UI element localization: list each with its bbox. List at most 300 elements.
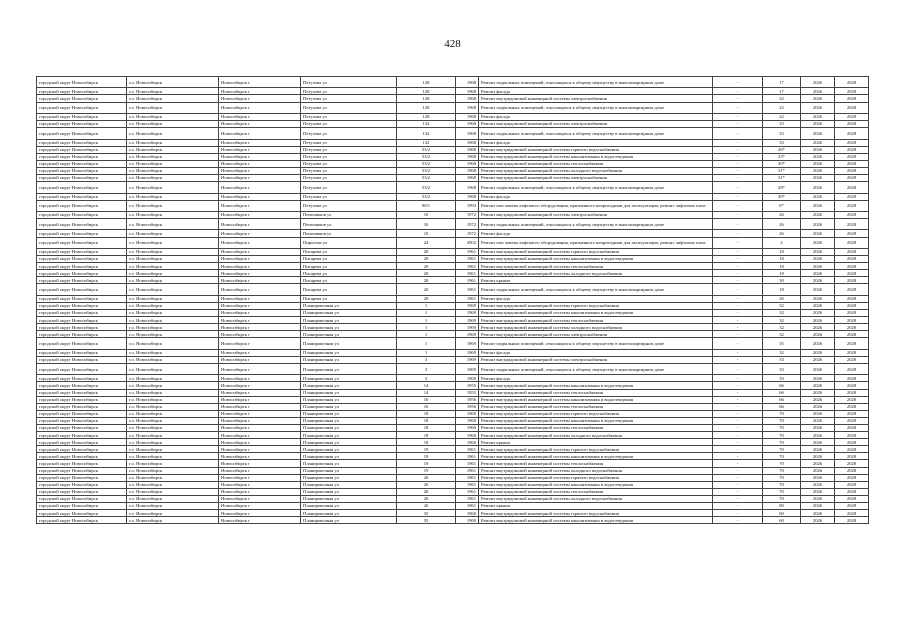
city-district-cell: г.о. Новосибирск xyxy=(127,295,219,302)
city-district-cell: г.о. Новосибирск xyxy=(127,95,219,102)
end-year-cell: 2028 xyxy=(835,219,869,230)
municipal-district-cell: городской округ Новосибирск xyxy=(37,495,127,502)
value-cell: 70 xyxy=(763,488,801,495)
value-cell: 32 xyxy=(763,310,801,317)
table-row xyxy=(37,460,869,467)
end-year-cell: 2028 xyxy=(835,270,869,277)
start-year-cell: 2026 xyxy=(801,211,835,218)
value-cell: 26 xyxy=(763,295,801,302)
city-district-cell: г.о. Новосибирск xyxy=(127,263,219,270)
work-type-cell: Ремонт внутридомовой инженерной системы электроснабжения xyxy=(479,95,713,102)
settlement-cell: Новосибирск г xyxy=(219,160,301,167)
settlement-cell: Новосибирск г xyxy=(219,182,301,193)
build-year-cell: 1968 xyxy=(456,182,479,193)
table-row xyxy=(37,193,869,200)
table-row xyxy=(37,317,869,324)
work-type-cell: Ремонт внутридомовой инженерной системы горячего водоснабжения xyxy=(479,146,713,153)
value-cell: 30* xyxy=(763,160,801,167)
end-year-cell: 2028 xyxy=(835,95,869,102)
city-district-cell: г.о. Новосибирск xyxy=(127,277,219,284)
table-body xyxy=(37,77,869,524)
start-year-cell: 2026 xyxy=(801,270,835,277)
end-year-cell: 2028 xyxy=(835,331,869,338)
build-year-cell: 1961 xyxy=(456,481,479,488)
dash-cell: - xyxy=(713,153,763,160)
table-row xyxy=(37,95,869,102)
city-district-cell: г.о. Новосибирск xyxy=(127,200,219,211)
settlement-cell: Новосибирск г xyxy=(219,121,301,128)
dash-cell: - xyxy=(713,160,763,167)
work-type-cell: Ремонт фасада xyxy=(479,139,713,146)
dash-cell: - xyxy=(713,146,763,153)
municipal-district-cell: городской округ Новосибирск xyxy=(37,193,127,200)
work-type-cell: Ремонт внутридомовой инженерной системы холодного водоснабжения xyxy=(479,324,713,331)
end-year-cell: 2028 xyxy=(835,349,869,356)
dash-cell: - xyxy=(713,270,763,277)
house-number-cell: 18 xyxy=(397,439,456,446)
municipal-district-cell: городской округ Новосибирск xyxy=(37,182,127,193)
city-district-cell: г.о. Новосибирск xyxy=(127,317,219,324)
dash-cell: - xyxy=(713,139,763,146)
work-type-cell: Ремонт внутридомовой инженерной системы холодного водоснабжения xyxy=(479,495,713,502)
build-year-cell: 1972 xyxy=(456,211,479,218)
value-cell: 32 xyxy=(763,324,801,331)
settlement-cell: Новосибирск г xyxy=(219,153,301,160)
municipal-district-cell: городской округ Новосибирск xyxy=(37,481,127,488)
municipal-district-cell: городской округ Новосибирск xyxy=(37,349,127,356)
settlement-cell: Новосибирск г xyxy=(219,331,301,338)
house-number-cell: 53/2 xyxy=(397,167,456,174)
work-type-cell: Ремонт фасада xyxy=(479,295,713,302)
work-type-cell: Ремонт внутридомовой инженерной системы теплоснабжения xyxy=(479,389,713,396)
end-year-cell: 2028 xyxy=(835,200,869,211)
value-cell: 31* xyxy=(763,175,801,182)
house-number-cell: 26 xyxy=(397,488,456,495)
table-row xyxy=(37,363,869,374)
dash-cell: - xyxy=(713,284,763,295)
city-district-cell: г.о. Новосибирск xyxy=(127,453,219,460)
value-cell: 26 xyxy=(763,211,801,218)
house-number-cell: 19 xyxy=(397,446,456,453)
house-number-cell: 19 xyxy=(397,467,456,474)
build-year-cell: 1961 xyxy=(456,248,479,255)
house-number-cell: 53/2 xyxy=(397,182,456,193)
city-district-cell: г.о. Новосибирск xyxy=(127,503,219,510)
build-year-cell: 1969 xyxy=(456,363,479,374)
value-cell: 26 xyxy=(763,230,801,237)
start-year-cell: 2026 xyxy=(801,182,835,193)
city-district-cell: г.о. Новосибирск xyxy=(127,256,219,263)
table-row xyxy=(37,417,869,424)
house-number-cell: 14 xyxy=(397,389,456,396)
work-type-cell: Ремонт крыши xyxy=(479,277,713,284)
dash-cell: - xyxy=(713,193,763,200)
build-year-cell: 1960 xyxy=(456,432,479,439)
municipal-district-cell: городской округ Новосибирск xyxy=(37,488,127,495)
settlement-cell: Новосибирск г xyxy=(219,95,301,102)
table-row xyxy=(37,160,869,167)
build-year-cell: 1961 xyxy=(456,488,479,495)
table-row xyxy=(37,510,869,517)
table-row xyxy=(37,121,869,128)
settlement-cell: Новосибирск г xyxy=(219,139,301,146)
house-number-cell: 128 xyxy=(397,102,456,113)
value-cell: 22 xyxy=(763,102,801,113)
settlement-cell: Новосибирск г xyxy=(219,460,301,467)
work-type-cell: Ремонт или замена лифтового оборудования, признанного непригодным для эксплуатации, ремонт лифтовых шахт xyxy=(479,237,713,248)
end-year-cell: 2028 xyxy=(835,488,869,495)
dash-cell: - xyxy=(713,77,763,88)
city-district-cell: г.о. Новосибирск xyxy=(127,139,219,146)
municipal-district-cell: городской округ Новосибирск xyxy=(37,324,127,331)
table-row xyxy=(37,295,869,302)
house-number-cell: 1 xyxy=(397,331,456,338)
start-year-cell: 2026 xyxy=(801,488,835,495)
street-cell: Печатников ул xyxy=(301,219,397,230)
build-year-cell: 1960 xyxy=(456,439,479,446)
street-cell: Планировочная ул xyxy=(301,495,397,502)
end-year-cell: 2028 xyxy=(835,474,869,481)
house-number-cell: 20 xyxy=(397,284,456,295)
settlement-cell: Новосибирск г xyxy=(219,481,301,488)
settlement-cell: Новосибирск г xyxy=(219,446,301,453)
work-type-cell: Ремонт подвальных помещений, относящихся к общему имуществу в многоквартирном доме xyxy=(479,77,713,88)
build-year-cell: 2002 xyxy=(456,237,479,248)
house-number-cell: 35 xyxy=(397,517,456,524)
street-cell: Планировочная ул xyxy=(301,310,397,317)
build-year-cell: 1960 xyxy=(456,510,479,517)
street-cell: Петухова ул xyxy=(301,160,397,167)
work-type-cell: Ремонт фасада xyxy=(479,375,713,382)
dash-cell: - xyxy=(713,425,763,432)
build-year-cell: 1968 xyxy=(456,113,479,120)
street-cell: Планировочная ул xyxy=(301,453,397,460)
street-cell: Петухова ул xyxy=(301,139,397,146)
dash-cell: - xyxy=(713,382,763,389)
work-type-cell: Ремонт подвальных помещений, относящихся к общему имуществу в многоквартирном доме xyxy=(479,363,713,374)
street-cell: Писарева ул xyxy=(301,248,397,255)
end-year-cell: 2028 xyxy=(835,432,869,439)
municipal-district-cell: городской округ Новосибирск xyxy=(37,277,127,284)
street-cell: Планировочная ул xyxy=(301,467,397,474)
municipal-district-cell: городской округ Новосибирск xyxy=(37,356,127,363)
work-type-cell: Ремонт внутридомовой инженерной системы холодного водоснабжения xyxy=(479,167,713,174)
dash-cell: - xyxy=(713,102,763,113)
work-type-cell: Ремонт внутридомовой инженерной системы канализования и водоотведения xyxy=(479,417,713,424)
dash-cell: - xyxy=(713,324,763,331)
settlement-cell: Новосибирск г xyxy=(219,503,301,510)
end-year-cell: 2028 xyxy=(835,417,869,424)
settlement-cell: Новосибирск г xyxy=(219,310,301,317)
city-district-cell: г.о. Новосибирск xyxy=(127,211,219,218)
table-row xyxy=(37,270,869,277)
work-type-cell: Ремонт фасада xyxy=(479,193,713,200)
build-year-cell: 1961 xyxy=(456,284,479,295)
settlement-cell: Новосибирск г xyxy=(219,317,301,324)
dash-cell: - xyxy=(713,460,763,467)
municipal-district-cell: городской округ Новосибирск xyxy=(37,331,127,338)
dash-cell: - xyxy=(713,200,763,211)
end-year-cell: 2028 xyxy=(835,77,869,88)
municipal-district-cell: городской округ Новосибирск xyxy=(37,113,127,120)
house-number-cell: 26 xyxy=(397,495,456,502)
work-type-cell: Ремонт внутридомовой инженерной системы электроснабжения xyxy=(479,175,713,182)
work-type-cell: Ремонт внутридомовой инженерной системы электроснабжения xyxy=(479,121,713,128)
end-year-cell: 2028 xyxy=(835,503,869,510)
table-row xyxy=(37,139,869,146)
end-year-cell: 2028 xyxy=(835,248,869,255)
value-cell: 33 xyxy=(763,121,801,128)
start-year-cell: 2026 xyxy=(801,356,835,363)
street-cell: Петухова ул xyxy=(301,95,397,102)
value-cell: 33 xyxy=(763,139,801,146)
settlement-cell: Новосибирск г xyxy=(219,396,301,403)
city-district-cell: г.о. Новосибирск xyxy=(127,349,219,356)
settlement-cell: Новосибирск г xyxy=(219,432,301,439)
work-type-cell: Ремонт внутридомовой инженерной системы канализования и водоотведения xyxy=(479,256,713,263)
house-number-cell: 18 xyxy=(397,417,456,424)
house-number-cell: 14 xyxy=(397,382,456,389)
municipal-district-cell: городской округ Новосибирск xyxy=(37,453,127,460)
dash-cell: - xyxy=(713,338,763,349)
work-type-cell: Ремонт внутридомовой инженерной системы теплоснабжения xyxy=(479,160,713,167)
table-row xyxy=(37,175,869,182)
house-number-cell: 20 xyxy=(397,277,456,284)
work-type-cell: Ремонт внутридомовой инженерной системы теплоснабжения xyxy=(479,263,713,270)
value-cell: 2 xyxy=(763,237,801,248)
house-number-cell: 35 xyxy=(397,510,456,517)
value-cell: 70 xyxy=(763,460,801,467)
end-year-cell: 2028 xyxy=(835,193,869,200)
start-year-cell: 2026 xyxy=(801,230,835,237)
start-year-cell: 2026 xyxy=(801,153,835,160)
value-cell: 80 xyxy=(763,503,801,510)
settlement-cell: Новосибирск г xyxy=(219,324,301,331)
house-number-cell: 128 xyxy=(397,113,456,120)
city-district-cell: г.о. Новосибирск xyxy=(127,310,219,317)
street-cell: Планировочная ул xyxy=(301,517,397,524)
settlement-cell: Новосибирск г xyxy=(219,88,301,95)
start-year-cell: 2026 xyxy=(801,389,835,396)
work-type-cell: Ремонт фасада xyxy=(479,349,713,356)
start-year-cell: 2026 xyxy=(801,349,835,356)
value-cell: 32 xyxy=(763,317,801,324)
street-cell: Планировочная ул xyxy=(301,460,397,467)
value-cell: 33 xyxy=(763,375,801,382)
house-number-cell: 53/2 xyxy=(397,146,456,153)
page-number: 428 xyxy=(444,38,461,50)
table-row xyxy=(37,439,869,446)
work-type-cell: Ремонт крыши xyxy=(479,503,713,510)
end-year-cell: 2028 xyxy=(835,167,869,174)
street-cell: Петухова ул xyxy=(301,182,397,193)
settlement-cell: Новосибирск г xyxy=(219,467,301,474)
settlement-cell: Новосибирск г xyxy=(219,113,301,120)
dash-cell: - xyxy=(713,113,763,120)
municipal-district-cell: городской округ Новосибирск xyxy=(37,389,127,396)
street-cell: Планировочная ул xyxy=(301,417,397,424)
table-row xyxy=(37,263,869,270)
city-district-cell: г.о. Новосибирск xyxy=(127,356,219,363)
street-cell: Писарева ул xyxy=(301,256,397,263)
dash-cell: - xyxy=(713,128,763,139)
end-year-cell: 2028 xyxy=(835,263,869,270)
dash-cell: - xyxy=(713,310,763,317)
value-cell: 17 xyxy=(763,77,801,88)
work-type-cell: Ремонт внутридомовой инженерной системы горячего водоснабжения xyxy=(479,510,713,517)
dash-cell: - xyxy=(713,417,763,424)
table-row xyxy=(37,248,869,255)
end-year-cell: 2028 xyxy=(835,363,869,374)
table-row xyxy=(37,102,869,113)
dash-cell: - xyxy=(713,403,763,410)
value-cell: 22 xyxy=(763,113,801,120)
street-cell: Петухова ул xyxy=(301,200,397,211)
build-year-cell: 1960 xyxy=(456,425,479,432)
house-number-cell: 3 xyxy=(397,375,456,382)
build-year-cell: 1968 xyxy=(456,77,479,88)
start-year-cell: 2026 xyxy=(801,410,835,417)
start-year-cell: 2026 xyxy=(801,277,835,284)
city-district-cell: г.о. Новосибирск xyxy=(127,331,219,338)
house-number-cell: 20 xyxy=(397,295,456,302)
city-district-cell: г.о. Новосибирск xyxy=(127,193,219,200)
table-row xyxy=(37,113,869,120)
house-number-cell: 26 xyxy=(397,474,456,481)
value-cell: 32 xyxy=(763,331,801,338)
start-year-cell: 2026 xyxy=(801,256,835,263)
house-number-cell: 1 xyxy=(397,324,456,331)
street-cell: Планировочная ул xyxy=(301,382,397,389)
house-number-cell: 10 xyxy=(397,230,456,237)
end-year-cell: 2028 xyxy=(835,446,869,453)
city-district-cell: г.о. Новосибирск xyxy=(127,425,219,432)
street-cell: Планировочная ул xyxy=(301,446,397,453)
dash-cell: - xyxy=(713,453,763,460)
start-year-cell: 2026 xyxy=(801,295,835,302)
table-row xyxy=(37,403,869,410)
settlement-cell: Новосибирск г xyxy=(219,237,301,248)
dash-cell: - xyxy=(713,211,763,218)
dash-cell: - xyxy=(713,121,763,128)
municipal-district-cell: городской округ Новосибирск xyxy=(37,425,127,432)
value-cell: 18 xyxy=(763,256,801,263)
build-year-cell: 1956 xyxy=(456,403,479,410)
settlement-cell: Новосибирск г xyxy=(219,77,301,88)
table-row xyxy=(37,88,869,95)
end-year-cell: 2028 xyxy=(835,153,869,160)
municipal-district-cell: городской округ Новосибирск xyxy=(37,139,127,146)
street-cell: Петухова ул xyxy=(301,175,397,182)
house-number-cell: 20 xyxy=(397,270,456,277)
build-year-cell: 1969 xyxy=(456,338,479,349)
work-type-cell: Ремонт внутридомовой инженерной системы канализования и водоотведения xyxy=(479,453,713,460)
street-cell: Планировочная ул xyxy=(301,349,397,356)
settlement-cell: Новосибирск г xyxy=(219,302,301,309)
settlement-cell: Новосибирск г xyxy=(219,146,301,153)
municipal-district-cell: городской округ Новосибирск xyxy=(37,88,127,95)
city-district-cell: г.о. Новосибирск xyxy=(127,237,219,248)
municipal-district-cell: городской округ Новосибирск xyxy=(37,237,127,248)
city-district-cell: г.о. Новосибирск xyxy=(127,410,219,417)
city-district-cell: г.о. Новосибирск xyxy=(127,467,219,474)
municipal-district-cell: городской округ Новосибирск xyxy=(37,310,127,317)
city-district-cell: г.о. Новосибирск xyxy=(127,77,219,88)
street-cell: Планировочная ул xyxy=(301,439,397,446)
city-district-cell: г.о. Новосибирск xyxy=(127,270,219,277)
end-year-cell: 2028 xyxy=(835,439,869,446)
street-cell: Планировочная ул xyxy=(301,331,397,338)
build-year-cell: 1961 xyxy=(456,263,479,270)
build-year-cell: 1968 xyxy=(456,102,479,113)
dash-cell: - xyxy=(713,446,763,453)
house-number-cell: 20 xyxy=(397,263,456,270)
settlement-cell: Новосибирск г xyxy=(219,417,301,424)
build-year-cell: 1993 xyxy=(456,200,479,211)
value-cell: 70 xyxy=(763,446,801,453)
municipal-district-cell: городской округ Новосибирск xyxy=(37,219,127,230)
city-district-cell: г.о. Новосибирск xyxy=(127,382,219,389)
street-cell: Планировочная ул xyxy=(301,396,397,403)
dash-cell: - xyxy=(713,410,763,417)
end-year-cell: 2028 xyxy=(835,160,869,167)
start-year-cell: 2026 xyxy=(801,503,835,510)
end-year-cell: 2028 xyxy=(835,230,869,237)
start-year-cell: 2026 xyxy=(801,510,835,517)
value-cell: 33* xyxy=(763,153,801,160)
city-district-cell: г.о. Новосибирск xyxy=(127,230,219,237)
start-year-cell: 2026 xyxy=(801,248,835,255)
work-type-cell: Ремонт внутридомовой инженерной системы теплоснабжения xyxy=(479,425,713,432)
dash-cell: - xyxy=(713,396,763,403)
work-type-cell: Ремонт или замена лифтового оборудования, признанного непригодным для эксплуатации, ремонт лифтовых шахт xyxy=(479,200,713,211)
work-type-cell: Ремонт внутридомовой инженерной системы холодного водоснабжения xyxy=(479,467,713,474)
end-year-cell: 2028 xyxy=(835,389,869,396)
city-district-cell: г.о. Новосибирск xyxy=(127,121,219,128)
settlement-cell: Новосибирск г xyxy=(219,256,301,263)
municipal-district-cell: городской округ Новосибирск xyxy=(37,295,127,302)
settlement-cell: Новосибирск г xyxy=(219,474,301,481)
start-year-cell: 2026 xyxy=(801,474,835,481)
build-year-cell: 1969 xyxy=(456,356,479,363)
table-row xyxy=(37,488,869,495)
street-cell: Планировочная ул xyxy=(301,356,397,363)
work-type-cell: Ремонт внутридомовой инженерной системы электроснабжения xyxy=(479,331,713,338)
end-year-cell: 2028 xyxy=(835,510,869,517)
street-cell: Планировочная ул xyxy=(301,474,397,481)
city-district-cell: г.о. Новосибирск xyxy=(127,102,219,113)
city-district-cell: г.о. Новосибирск xyxy=(127,153,219,160)
start-year-cell: 2026 xyxy=(801,146,835,153)
value-cell: 22 xyxy=(763,95,801,102)
value-cell: 35 xyxy=(763,338,801,349)
city-district-cell: г.о. Новосибирск xyxy=(127,446,219,453)
build-year-cell: 1955 xyxy=(456,389,479,396)
build-year-cell: 1968 xyxy=(456,88,479,95)
table-row xyxy=(37,230,869,237)
municipal-district-cell: городской округ Новосибирск xyxy=(37,284,127,295)
end-year-cell: 2028 xyxy=(835,237,869,248)
dash-cell: - xyxy=(713,302,763,309)
build-year-cell: 1968 xyxy=(456,139,479,146)
dash-cell: - xyxy=(713,88,763,95)
street-cell: Планировочная ул xyxy=(301,403,397,410)
settlement-cell: Новосибирск г xyxy=(219,382,301,389)
build-year-cell: 1961 xyxy=(456,503,479,510)
city-district-cell: г.о. Новосибирск xyxy=(127,403,219,410)
house-number-cell: 26 xyxy=(397,481,456,488)
start-year-cell: 2026 xyxy=(801,363,835,374)
